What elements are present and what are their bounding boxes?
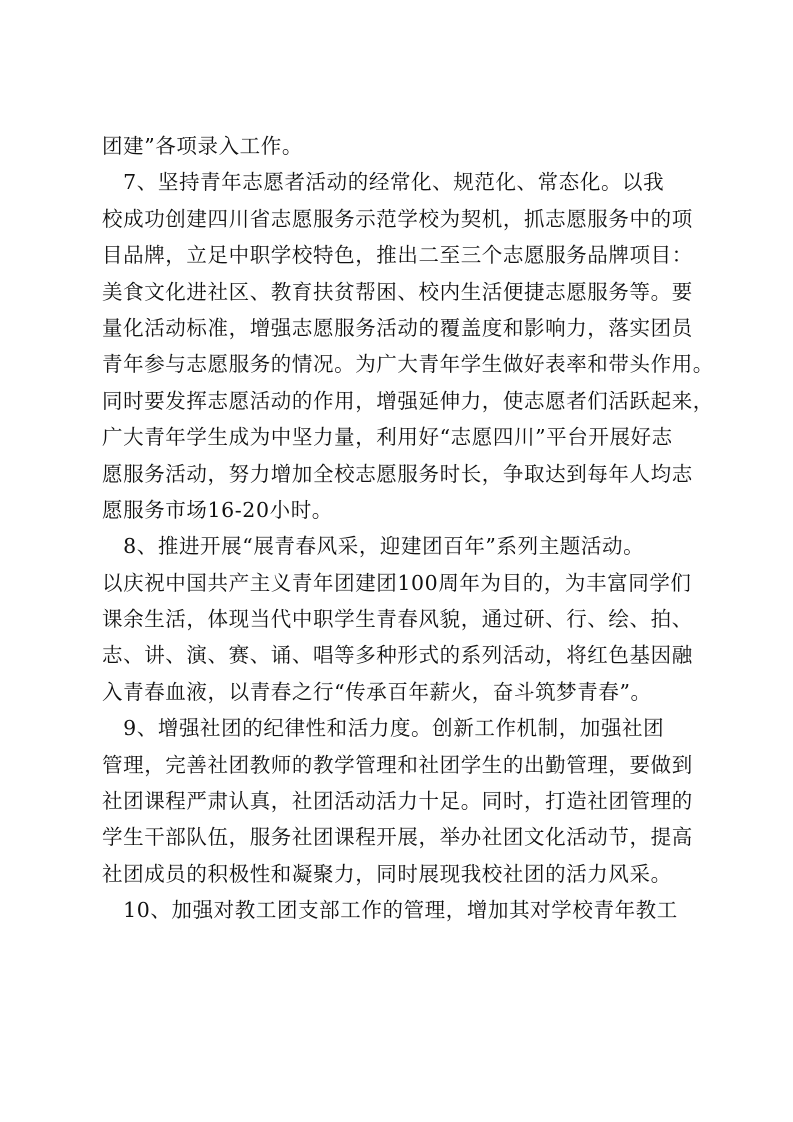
text-line: 愿服务市场16-20小时。 [102, 497, 333, 522]
text-line: 愿服务活动，努力增加全校志愿服务时长，争取达到每年人均志 [102, 461, 693, 486]
text-line: 社团成员的积极性和凝聚力，同时展现我校社团的活力风采。 [102, 861, 672, 886]
text-line: 7、坚持青年志愿者活动的经常化、规范化、常态化。以我 [102, 170, 665, 195]
text-line: 管理，完善社团教师的教学管理和社团学生的出勤管理，要做到 [102, 752, 693, 777]
text-line: 8、推进开展“展青春风采，迎建团百年”系列主题活动。 [102, 534, 645, 559]
text-line: 同时要发挥志愿活动的作用，增强延伸力，使志愿者们活跃起来， [102, 388, 714, 413]
text-line: 社团课程严肃认真，社团活动活力十足。同时，打造社团管理的 [102, 789, 693, 814]
text-line: 9、增强社团的纪律性和活力度。创新工作机制，加强社团 [102, 716, 665, 741]
text-line: 入青春血液，以青春之行“传承百年薪火，奋斗筑梦青春”。 [102, 679, 652, 704]
text-line: 课余生活，体现当代中职学生青春风貌，通过研、行、绘、拍、 [102, 607, 693, 632]
text-line: 以庆祝中国共产主义青年团建团100周年为目的，为丰富同学们 [102, 570, 692, 595]
text-line: 团建”各项录入工作。 [102, 134, 303, 158]
text-line: 学生干部队伍，服务社团课程开展，举办社团文化活动节，提高 [102, 825, 693, 850]
text-line: 青年参与志愿服务的情况。为广大青年学生做好表率和带头作用。 [102, 352, 714, 377]
text-line: 目品牌，立足中职学校特色，推出二至三个志愿服务品牌项目： [102, 243, 693, 268]
text-line: 志、讲、演、赛、诵、唱等多种形式的系列活动，将红色基因融 [102, 643, 693, 668]
text-line: 美食文化进社区、教育扶贫帮困、校内生活便捷志愿服务等。要 [102, 279, 693, 304]
text-line: 校成功创建四川省志愿服务示范学校为契机，抓志愿服务中的项 [102, 206, 693, 231]
text-line: 量化活动标准，增强志愿服务活动的覆盖度和影响力，落实团员 [102, 315, 693, 340]
body-text [102, 128, 714, 929]
text-line: 10、加强对教工团支部工作的管理，增加其对学校青年教工 [102, 898, 678, 923]
text-line: 广大青年学生成为中坚力量，利用好“志愿四川”平台开展好志 [102, 425, 673, 450]
